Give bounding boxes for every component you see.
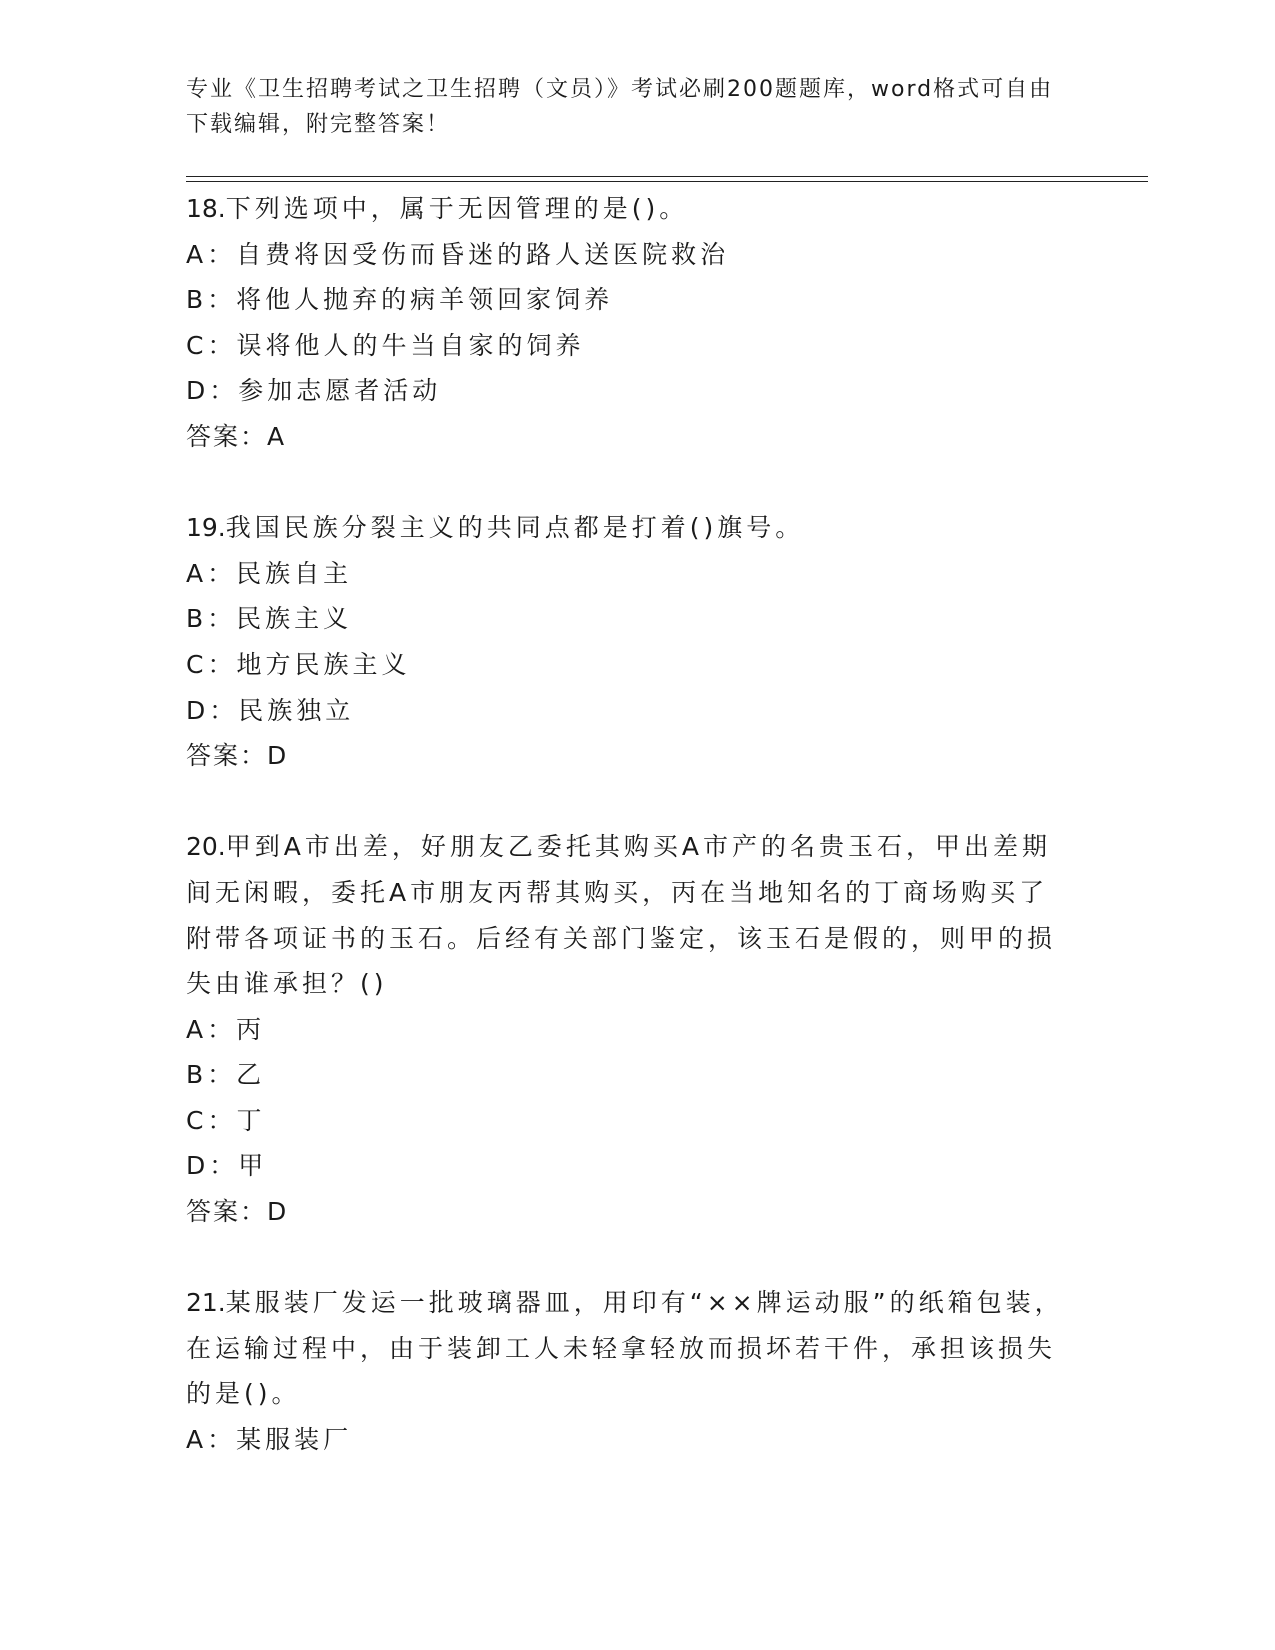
question-text	[186, 1280, 1066, 1417]
question-stem: 下列选项中，属于无因管理的是()。	[225, 194, 689, 223]
option-a: A：丙	[186, 1014, 266, 1044]
option-d: D：参加志愿者活动	[186, 376, 442, 406]
question-text	[186, 824, 1066, 1006]
question-number: 21.	[186, 1288, 226, 1318]
option-a: A：某服装厂	[186, 1425, 353, 1455]
option-b: B：民族主义	[186, 604, 353, 634]
question-text	[186, 505, 1066, 551]
question-text	[186, 186, 1066, 232]
question-21	[186, 1280, 1066, 1462]
question-stem: 某服装厂发运一批玻璃器皿，用印有“××牌运动服”的纸箱包装，在运输过程中，由于装卸工人未轻拿轻放而损坏若干件，承担该损失的是()。	[186, 1288, 1064, 1409]
option-d: D：甲	[186, 1151, 268, 1181]
header-divider-top	[186, 176, 1148, 177]
header-text: 专业《卫生招聘考试之卫生招聘（文员）》考试必刷200题题库，word格式可自由下载编辑，附完整答案！	[186, 77, 1054, 137]
answer: 答案：D	[186, 741, 289, 771]
question-18	[186, 186, 1066, 460]
question-number: 18.	[186, 194, 226, 223]
option-b: B：乙	[186, 1060, 266, 1090]
question-number: 20.	[186, 832, 226, 862]
question-stem: 我国民族分裂主义的共同点都是打着()旗号。	[225, 513, 805, 543]
question-20	[186, 824, 1066, 1234]
question-number: 19.	[186, 513, 226, 543]
option-c: C：误将他人的牛当自家的饲养	[186, 330, 585, 360]
answer: 答案：D	[186, 1197, 289, 1227]
option-c: C：地方民族主义	[186, 649, 411, 679]
header-divider-bottom	[186, 181, 1148, 182]
option-a: A：自费将因受伤而昏迷的路人送医院救治	[186, 239, 730, 269]
option-c: C：丁	[186, 1105, 266, 1135]
question-19	[186, 505, 1066, 779]
option-d: D：民族独立	[186, 695, 355, 725]
option-a: A：民族自主	[186, 558, 353, 588]
answer: 答案：A	[186, 421, 287, 451]
document-header	[186, 72, 1066, 142]
question-stem: 甲到A市出差，好朋友乙委托其购买A市产的名贵玉石，甲出差期间无闲暇，委托A市朋友丙帮其购买，丙在当地知名的丁商场购买了附带各项证书的玉石。后经有关部门鉴定，该玉石是假的，则甲的损失由谁承担？()	[186, 832, 1057, 999]
question-list	[186, 186, 1066, 1508]
option-b: B：将他人抛弃的病羊领回家饲养	[186, 285, 614, 315]
